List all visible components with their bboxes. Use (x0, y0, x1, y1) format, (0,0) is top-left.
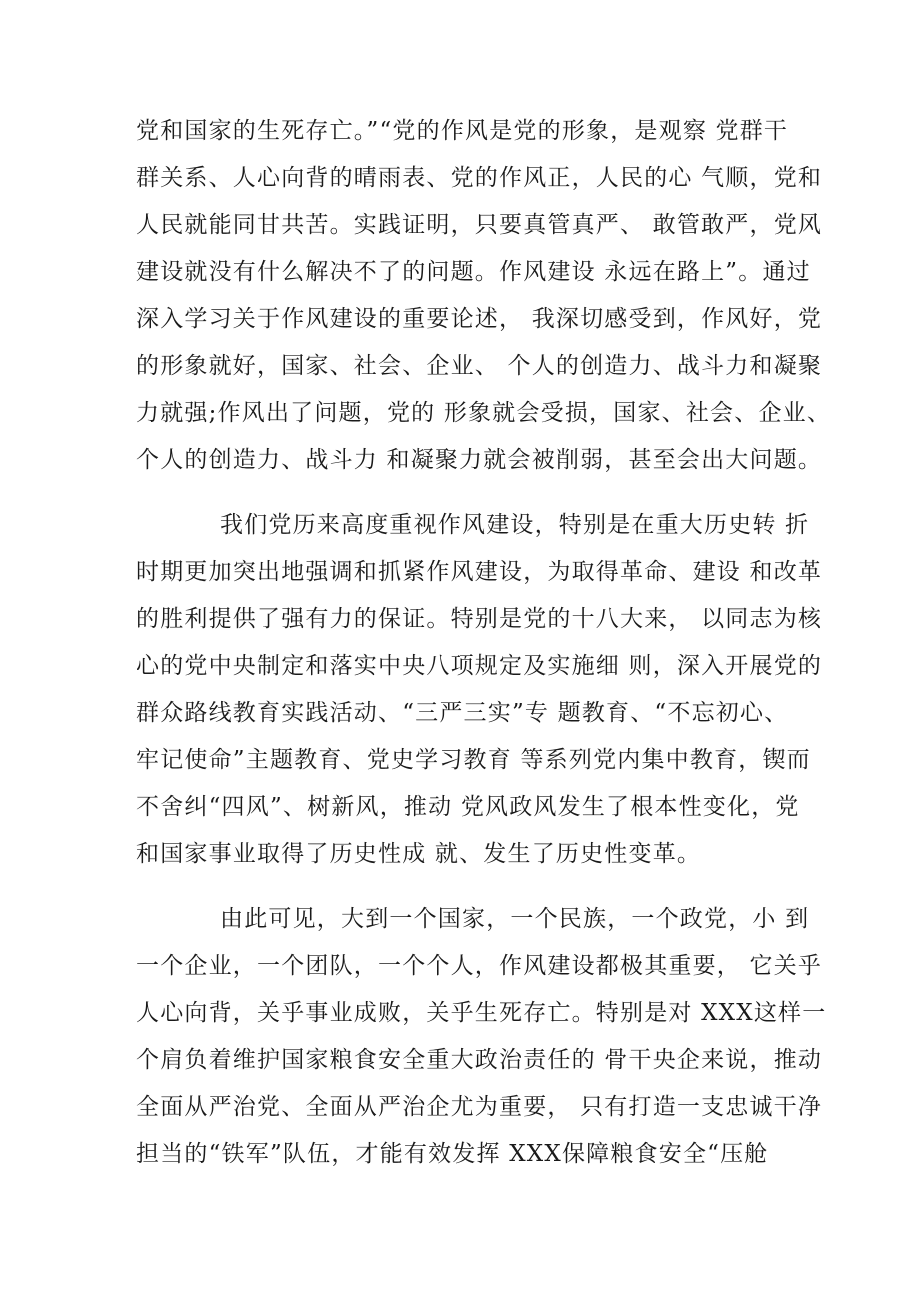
text-line-11: 的胜利提供了强有力的保证。特别是党的十八大来， 以同志为核 (136, 606, 823, 632)
text-line-2: 群关系、人心向背的晴雨表、党的作风正，人民的心 气顺，党和 (136, 165, 823, 191)
text-line-1: 党和国家的生死存亡。”“党的作风是党的形象，是观察 党群干 (136, 118, 789, 144)
text-line-16: 和国家事业取得了历史性成 就、发生了历史性变革。 (136, 841, 702, 867)
text-line-14: 牢记使命”主题教育、党史学习教育 等系列党内集中教育，锲而 (136, 747, 811, 773)
paragraph-3-first-line: 由此可见，大到一个国家，一个民族，一个政党，小 到 (220, 906, 810, 932)
text-line-13: 群众路线教育实践活动、“三严三实”专 题教育、“不忘初心、 (136, 700, 789, 726)
text-line-19: 人心向背，关乎事业成败，关乎生死存亡。特别是对 XXX这样一 (136, 1000, 827, 1026)
text-line-7: 力就强;作风出了问题，党的 形象就会受损，国家、社会、企业、 (136, 400, 832, 426)
text-line-12: 心的党中央制定和落实中央八项规定及实施细 则，深入开展党的 (136, 653, 823, 679)
text-line-21: 全面从严治党、全面从严治企尤为重要， 只有打造一支忠诚干净 (136, 1094, 823, 1120)
text-line-20: 个肩负着维护国家粮食安全重大政治责任的 骨干央企来说，推动 (136, 1047, 823, 1073)
text-line-5: 深入学习关于作风建设的重要论述， 我深切感受到，作风好，党 (136, 306, 823, 332)
text-line-10: 时期更加突出地强调和抓紧作风建设，为取得革命、建设 和改革 (136, 559, 823, 585)
text-line-15: 不舍纠“四风”、树新风，推动 党风政风发生了根本性变化，党 (136, 794, 800, 820)
text-line-6: 的形象就好，国家、社会、企业、 个人的创造力、战斗力和凝聚 (136, 353, 823, 379)
text-line-3: 人民就能同甘共苦。实践证明，只要真管真严、 敢管敢严，党风 (136, 212, 823, 238)
text-line-18: 一个企业，一个团队，一个个人，作风建设都极其重要， 它关乎 (136, 953, 823, 979)
text-line-22: 担当的“铁军”队伍，才能有效发挥 XXX保障粮食安全“压舱 (136, 1141, 769, 1167)
paragraph-2-first-line: 我们党历来高度重视作风建设，特别是在重大历史转 折 (220, 512, 810, 538)
text-line-8: 个人的创造力、战斗力 和凝聚力就会被削弱，甚至会出大问题。 (136, 447, 823, 473)
text-line-4: 建设就没有什么解决不了的问题。作风建设 永远在路上”。通过 (136, 259, 811, 285)
